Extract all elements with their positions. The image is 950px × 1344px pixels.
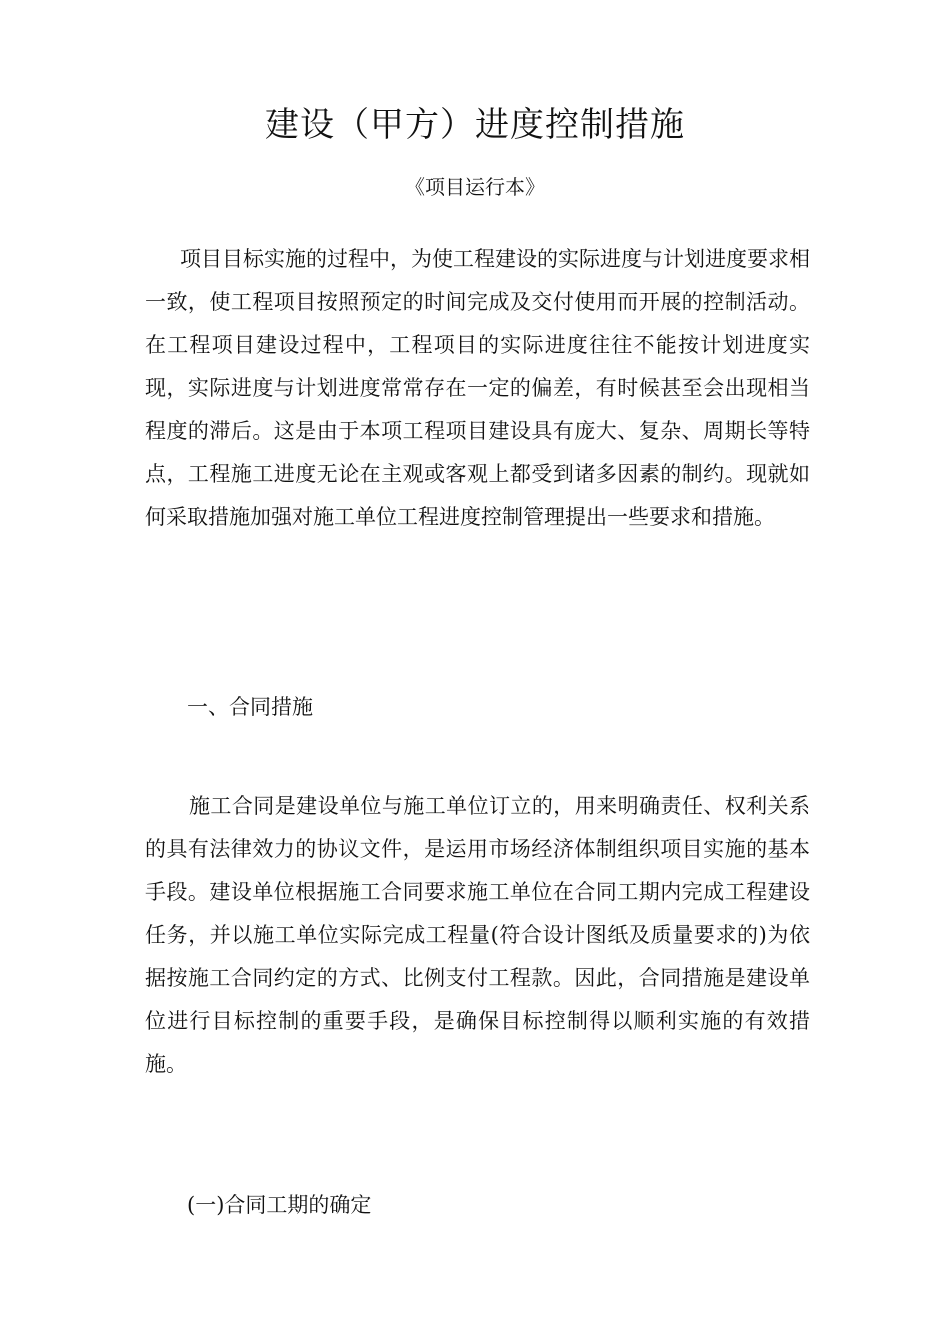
intro-paragraph: 项目目标实施的过程中，为使工程建设的实际进度与计划进度要求相一致，使工程项目按照预定的时间完成及交付使用而开展的控制活动。在工程项目建设过程中，工程项目的实际进度往往不能按计划进度实现，实际进度与计划进度常常存在一定的偏差，有时候甚至会出现相当程度的滞后。这是由于本项工程项目建设具有庞大、复杂、周期长等特点，工程施工进度无论在主观或客观上都受到诸多因素的制约。现就如何采取措施加强对施工单位工程进度控制管理提出一些要求和措施。 <box>145 247 810 529</box>
section-heading-contract-measures: 一、合同措施 <box>187 695 313 719</box>
section-paragraph-contract-measures: 施工合同是建设单位与施工单位订立的，用来明确责任、权利关系的具有法律效力的协议文件，是运用市场经济体制组织项目实施的基本手段。建设单位根据施工合同要求施工单位在合同工期内完成工程建设任务，并以施工单位实际完成工程量(符合设计图纸及质量要求的)为依据按施工合同约定的方式、比例支付工程款。因此，合同措施是建设单位进行目标控制的重要手段，是确保目标控制得以顺利实施的有效措施。 <box>145 794 810 1076</box>
document-subtitle: 《项目运行本》 <box>405 175 545 199</box>
document-title: 建设（甲方）进度控制措施 <box>265 105 685 145</box>
subsection-heading-contract-period: (一)合同工期的确定 <box>187 1193 372 1217</box>
